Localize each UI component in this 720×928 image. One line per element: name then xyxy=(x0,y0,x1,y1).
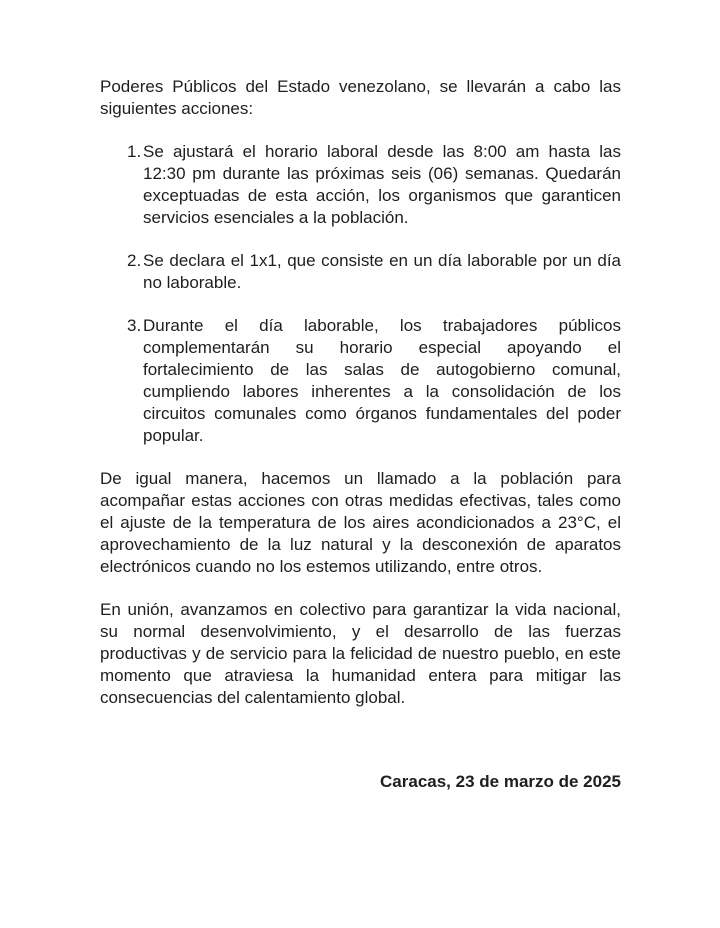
list-item-3-text: Durante el día laborable, los trabajadores públicos complementarán su horario especial apoyando el fortalecimiento de las salas de autogobierno comunal, cumpliendo labores inherentes a la consolidación de los circuitos comunales como órganos fundamentales del poder popular. xyxy=(143,316,621,445)
body-paragraph-2: En unión, avanzamos en colectivo para garantizar la vida nacional, su normal desenvolvimiento, y el desarrollo de las fuerzas productivas y de servicio para la felicidad de nuestro pueblo, en este momento que atraviesa la humanidad entera para mitigar las consecuencias del calentamiento global. xyxy=(100,600,621,707)
list-item-1-text: Se ajustará el horario laboral desde las 8:00 am hasta las 12:30 pm durante las próximas seis (06) semanas. Quedarán exceptuadas de esta acción, los organismos que garanticen servicios esenciales a la población. xyxy=(143,142,621,227)
list-item-2-text: Se declara el 1x1, que consiste en un día laborable por un día no laborable. xyxy=(143,251,621,292)
list-item-1-number: 1. xyxy=(127,142,142,161)
list-item-2-number: 2. xyxy=(127,251,142,270)
list-item-3-number: 3. xyxy=(127,316,142,335)
numbered-list xyxy=(100,141,621,447)
list-item-1 xyxy=(127,141,621,229)
list-item-3 xyxy=(127,315,621,447)
dateline: Caracas, 23 de marzo de 2025 xyxy=(380,772,621,791)
intro-paragraph: Poderes Públicos del Estado venezolano, se llevarán a cabo las siguientes acciones: xyxy=(100,77,621,118)
body-paragraph-1: De igual manera, hacemos un llamado a la población para acompañar estas acciones con otras medidas efectivas, tales como el ajuste de la temperatura de los aires acondicionados a 23°C, el aprovechamiento de la luz natural y la desconexión de aparatos electrónicos cuando no los estemos utilizando, entre otros. xyxy=(100,469,621,576)
list-item-2 xyxy=(127,250,621,294)
